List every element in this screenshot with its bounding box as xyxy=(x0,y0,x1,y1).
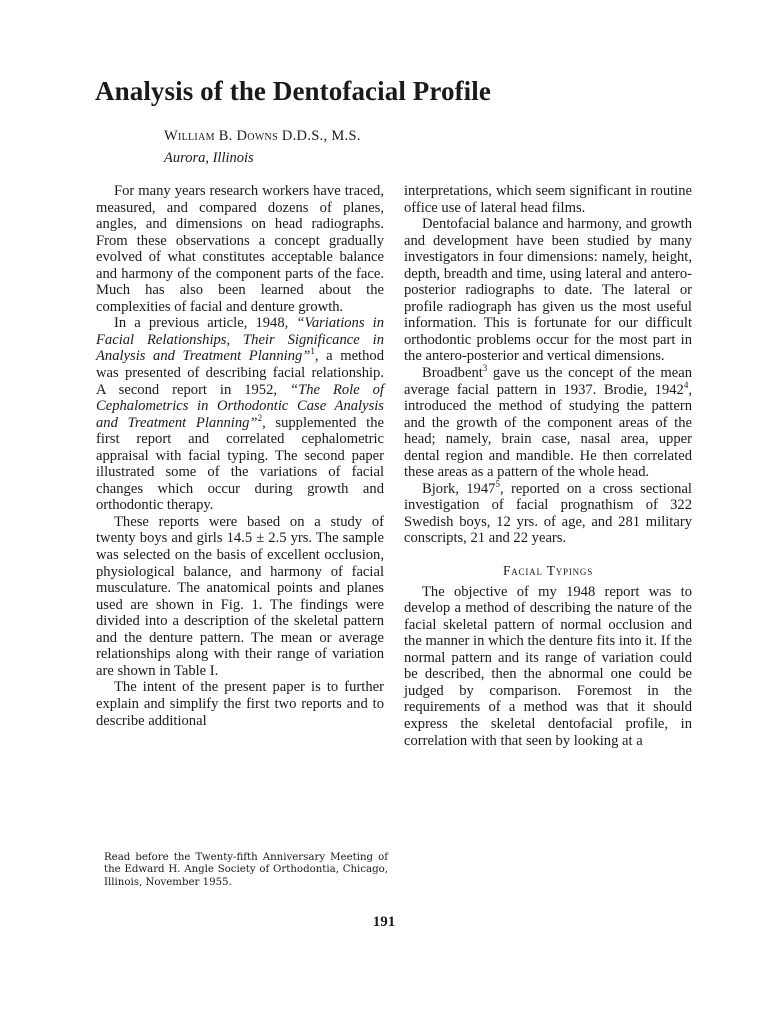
article-title: Analysis of the Dentofacial Profile xyxy=(95,76,491,106)
left-paragraph-1: For many years research workers have traced, measured, and compared dozens of planes, angles, and dimensions on head radiographs. From these observations a concept gradually evolved of what constitutes acceptable balance and harmony of the component parts of the face. Much has also been learned about the complexities of facial and denture growth. xyxy=(96,183,384,315)
cited-title-2: “The Role of Cephalometrics in Orthodontic Case Analysis and Treatment Planning” xyxy=(96,381,384,431)
left-paragraph-2-text: In a previous article, 1948, xyxy=(114,315,297,332)
right-paragraph-2: Dentofacial balance and harmony, and growth and development have been studied by many investigators in four dimensions: namely, height, depth, breadth and time, using lateral and antero-posterior radiographs to date. The lateral or profile radiograph has given us the most useful information. This is fortunate for our difficult orthodontic problems occur for the most part in the antero-posterior and vertical dimensions. xyxy=(404,216,692,365)
left-paragraph-3: These reports were based on a study of twenty boys and girls 14.5 ± 2.5 yrs. The sample was selected on the basis of excellent occlusion, physiological balance, and harmony of facial musculature. The anatomical points and planes used are shown in Fig. 1. The findings were divided into a description of the skeletal pattern and the denture pattern. The mean or average relationships along with their range of variation are shown in Table I. xyxy=(96,513,384,679)
right-paragraph-4-text: , reported on a cross sectional investigation of facial prognathism of 322 Swedish boys, 12 yrs. of age, and 281 military conscripts, 21 and 22 years. xyxy=(404,480,692,547)
page-number: 191 xyxy=(372,914,396,930)
right-paragraph-4 xyxy=(404,478,692,547)
footnote: Read before the Twenty-fifth Anniversary Meeting of the Edward H. Angle Society of Orthodontia, Chicago, Illinois, November 1955. xyxy=(104,852,388,888)
left-paragraph-2 xyxy=(96,315,384,514)
right-paragraph-5: The objective of my 1948 report was to develop a method of describing the nature of the facial skeletal pattern of normal occlusion and the manner in which the denture fits into it. If the normal pattern and its range of variation could be described, then the abnormal one could be judged by comparison. Foremost in the requirements of a method was that it should express the skeletal dentofacial profile, in correlation with that seen by looking at a xyxy=(404,583,692,749)
right-paragraph-3-text: , introduced the method of studying the pattern and the growth of the component areas of the head; namely, brain case, nasal area, upper dental region and mandible. He then correlated these areas as a pattern of the whole head. xyxy=(404,381,692,481)
cited-title-1: “Variations in Facial Relationships, Their Significance in Analysis and Treatment Planning” xyxy=(96,315,384,365)
reference-mark: 4 xyxy=(683,379,689,390)
reference-mark: 2 xyxy=(257,412,263,423)
right-column xyxy=(404,183,692,749)
left-paragraph-2-text: , supplemented the first report and correlated cephalometric appraisal with facial typing. The second paper illustrated some of the variations of facial changes which occur during growth and orthodontic therapy. xyxy=(96,414,384,514)
right-paragraph-4-text: Bjork, 1947 xyxy=(422,480,496,497)
left-paragraph-2-text: , a method was presented of describing facial relationship. A second report in 1952, xyxy=(96,348,384,398)
author-name: William B. Downs D.D.S., M.S. xyxy=(164,128,361,144)
section-heading: Facial Typings xyxy=(502,563,594,579)
reference-mark: 1 xyxy=(310,346,315,357)
reference-mark: 3 xyxy=(482,363,488,374)
left-column xyxy=(96,183,384,729)
byline xyxy=(164,125,361,169)
right-paragraph-3-text: Broadbent xyxy=(422,365,483,382)
right-paragraph-1: interpretations, which seem significant in routine office use of lateral head films. xyxy=(404,183,692,216)
reference-mark: 5 xyxy=(495,478,500,489)
author-location: Aurora, Illinois xyxy=(164,150,254,166)
left-paragraph-4: The intent of the present paper is to further explain and simplify the first two reports and to describe additional xyxy=(96,679,384,729)
right-paragraph-3-text: gave us the concept of the mean average facial pattern in 1937. Brodie, 1942 xyxy=(404,365,692,398)
right-paragraph-3 xyxy=(404,365,692,481)
